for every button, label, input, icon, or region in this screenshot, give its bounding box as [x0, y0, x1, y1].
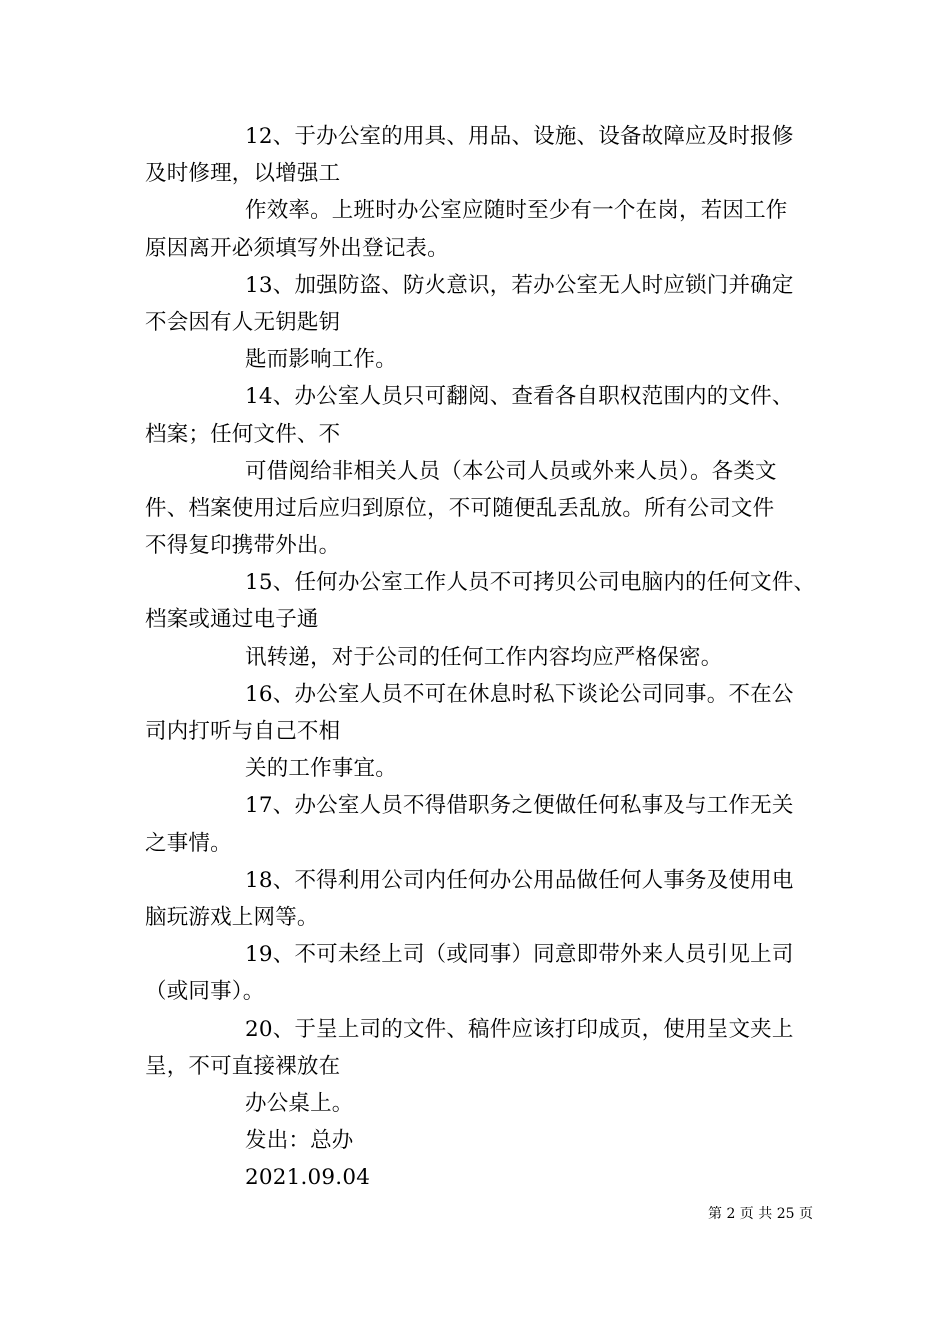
body-line: 档案或通过电子通 — [145, 607, 319, 633]
body-line: 可借阅给非相关人员（本公司人员或外来人员）。各类文 — [245, 458, 777, 484]
page-number-footer: 第 2 页 共 25 页 — [708, 1206, 813, 1222]
body-line: 之事情。 — [145, 830, 232, 856]
body-line: 不得复印携带外出。 — [145, 533, 341, 559]
body-line: 办公桌上。 — [245, 1090, 354, 1116]
body-line: 12、于办公室的用具、用品、设施、设备故障应及时报修 — [245, 124, 794, 149]
body-line: 档案；任何文件、不 — [145, 421, 341, 447]
body-line: 不会因有人无钥匙钥 — [145, 309, 341, 335]
body-line: 关的工作事宜。 — [245, 756, 397, 782]
body-line: 17、办公室人员不得借职务之便做任何私事及与工作无关 — [245, 793, 794, 819]
body-line: 脑玩游戏上网等。 — [145, 904, 319, 930]
body-line: 原因离开必须填写外出登记表。 — [145, 235, 449, 261]
body-line: 及时修理，以增强工 — [145, 161, 341, 187]
document-body — [145, 118, 815, 1196]
body-line: 讯转递，对于公司的任何工作内容均应严格保密。 — [245, 644, 723, 670]
body-line: 作效率。上班时办公室应随时至少有一个在岗，若因工作 — [245, 198, 788, 224]
body-line: 14、办公室人员只可翻阅、查看各自职权范围内的文件、 — [245, 384, 794, 410]
body-line: 呈，不可直接裸放在 — [145, 1053, 341, 1079]
body-line: （或同事）。 — [145, 979, 265, 1005]
issuer-line: 发出：总办 — [245, 1128, 354, 1154]
body-line: 18、不得利用公司内任何办公用品做任何人事务及使用电 — [245, 867, 794, 893]
body-line: 15、任何办公室工作人员不可拷贝公司电脑内的任何文件、 — [245, 570, 816, 596]
body-line: 13、加强防盗、防火意识，若办公室无人时应锁门并确定 — [245, 272, 794, 298]
date-line: 2021.09.04 — [245, 1165, 371, 1191]
body-line: 19、不可未经上司（或同事）同意即带外来人员引见上司 — [245, 942, 794, 968]
body-line: 20、于呈上司的文件、稿件应该打印成页，使用呈文夹上 — [245, 1016, 794, 1042]
body-line: 16、办公室人员不可在休息时私下谈论公司同事。不在公 — [245, 681, 794, 707]
body-line: 件、档案使用过后应归到原位，不可随便乱丢乱放。所有公司文件 — [145, 495, 775, 521]
body-line: 匙而影响工作。 — [245, 347, 397, 373]
body-line: 司内打听与自己不相 — [145, 719, 341, 744]
